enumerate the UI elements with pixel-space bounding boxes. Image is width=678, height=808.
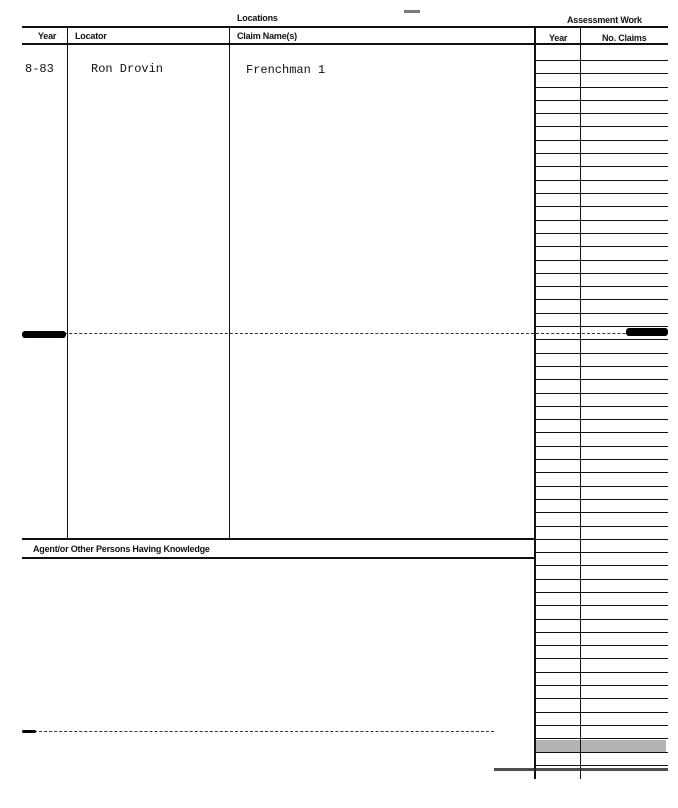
assessment-row-line [536, 432, 668, 433]
locator-claim-divider [229, 27, 230, 538]
assessment-row-line [536, 87, 668, 88]
year-column-header: Year [38, 31, 57, 41]
locations-heading: Locations [237, 13, 278, 23]
assessment-row-line [536, 605, 668, 606]
assessment-row-line [536, 658, 668, 659]
assessment-row-line [536, 313, 668, 314]
assessment-row-line [536, 393, 668, 394]
assessment-row-line [536, 273, 668, 274]
locator-column-header: Locator [75, 31, 107, 41]
scan-noise-bottom [536, 740, 666, 752]
fold-mark-right [626, 328, 668, 336]
claim-names-column-header: Claim Name(s) [237, 31, 297, 41]
assessment-row-line [536, 698, 668, 699]
header-top-rule [22, 26, 668, 28]
fold-line [24, 333, 534, 334]
assessment-row-line [536, 260, 668, 261]
scan-speck-top [404, 10, 420, 13]
assessment-row-line [536, 339, 668, 340]
bottom-fold-line [24, 731, 494, 732]
assessment-row-line [536, 499, 668, 500]
assessment-row-line [536, 299, 668, 300]
assessment-work-heading: Assessment Work [567, 15, 642, 25]
assessment-row-line [536, 126, 668, 127]
agent-section-heading: Agent/or Other Persons Having Knowledge [33, 544, 210, 554]
assessment-row-line [536, 685, 668, 686]
assessment-row-line [536, 619, 668, 620]
assessment-row-line [536, 193, 668, 194]
locations-assessment-divider [534, 27, 536, 779]
assessment-row-line [536, 725, 668, 726]
assessment-row-line [536, 765, 668, 766]
assessment-row-line [536, 379, 668, 380]
assessment-row-line [536, 220, 668, 221]
assessment-row-line [536, 286, 668, 287]
assessment-work-ruled-rows [536, 0, 668, 808]
assessment-row-line [536, 353, 668, 354]
assessment-row-line [536, 459, 668, 460]
assessment-year-column-header: Year [549, 33, 568, 43]
assessment-row-line [536, 140, 668, 141]
assessment-row-line [536, 579, 668, 580]
assessment-row-line [536, 632, 668, 633]
assessment-row-line [536, 419, 668, 420]
assessment-row-line [536, 552, 668, 553]
assessment-row-line [536, 366, 668, 367]
scan-noise-bottom-band [494, 768, 668, 771]
bottom-fold-mark [22, 730, 36, 733]
assessment-row-line [536, 526, 668, 527]
agent-heading-rule [22, 557, 536, 559]
entry-claim-name: Frenchman 1 [246, 63, 326, 77]
assessment-row-line [536, 73, 668, 74]
assessment-row-line [536, 206, 668, 207]
assessment-row-line [536, 326, 668, 327]
assessment-row-line [536, 153, 668, 154]
assessment-row-line [536, 539, 668, 540]
header-bottom-rule [22, 43, 668, 45]
assessment-row-line [536, 180, 668, 181]
aw-year-claims-divider [580, 27, 581, 779]
assessment-row-line [536, 672, 668, 673]
assessment-row-line [536, 233, 668, 234]
assessment-row-line [536, 592, 668, 593]
assessment-row-line [536, 712, 668, 713]
no-claims-column-header: No. Claims [602, 33, 647, 43]
assessment-row-line [536, 472, 668, 473]
assessment-row-line [536, 60, 668, 61]
locations-bottom-rule [22, 538, 536, 540]
assessment-row-line [536, 113, 668, 114]
assessment-row-line [536, 752, 668, 753]
assessment-row-line [536, 512, 668, 513]
year-locator-divider [67, 27, 68, 538]
entry-locator: Ron Drovin [91, 62, 164, 76]
assessment-row-line [536, 486, 668, 487]
assessment-row-line [536, 446, 668, 447]
assessment-row-line [536, 645, 668, 646]
assessment-row-line [536, 406, 668, 407]
fold-mark-left [22, 331, 66, 338]
assessment-row-line [536, 565, 668, 566]
assessment-row-line [536, 166, 668, 167]
assessment-row-line [536, 738, 668, 739]
assessment-row-line [536, 100, 668, 101]
assessment-row-line [536, 246, 668, 247]
entry-year: 8-83 [25, 62, 54, 76]
